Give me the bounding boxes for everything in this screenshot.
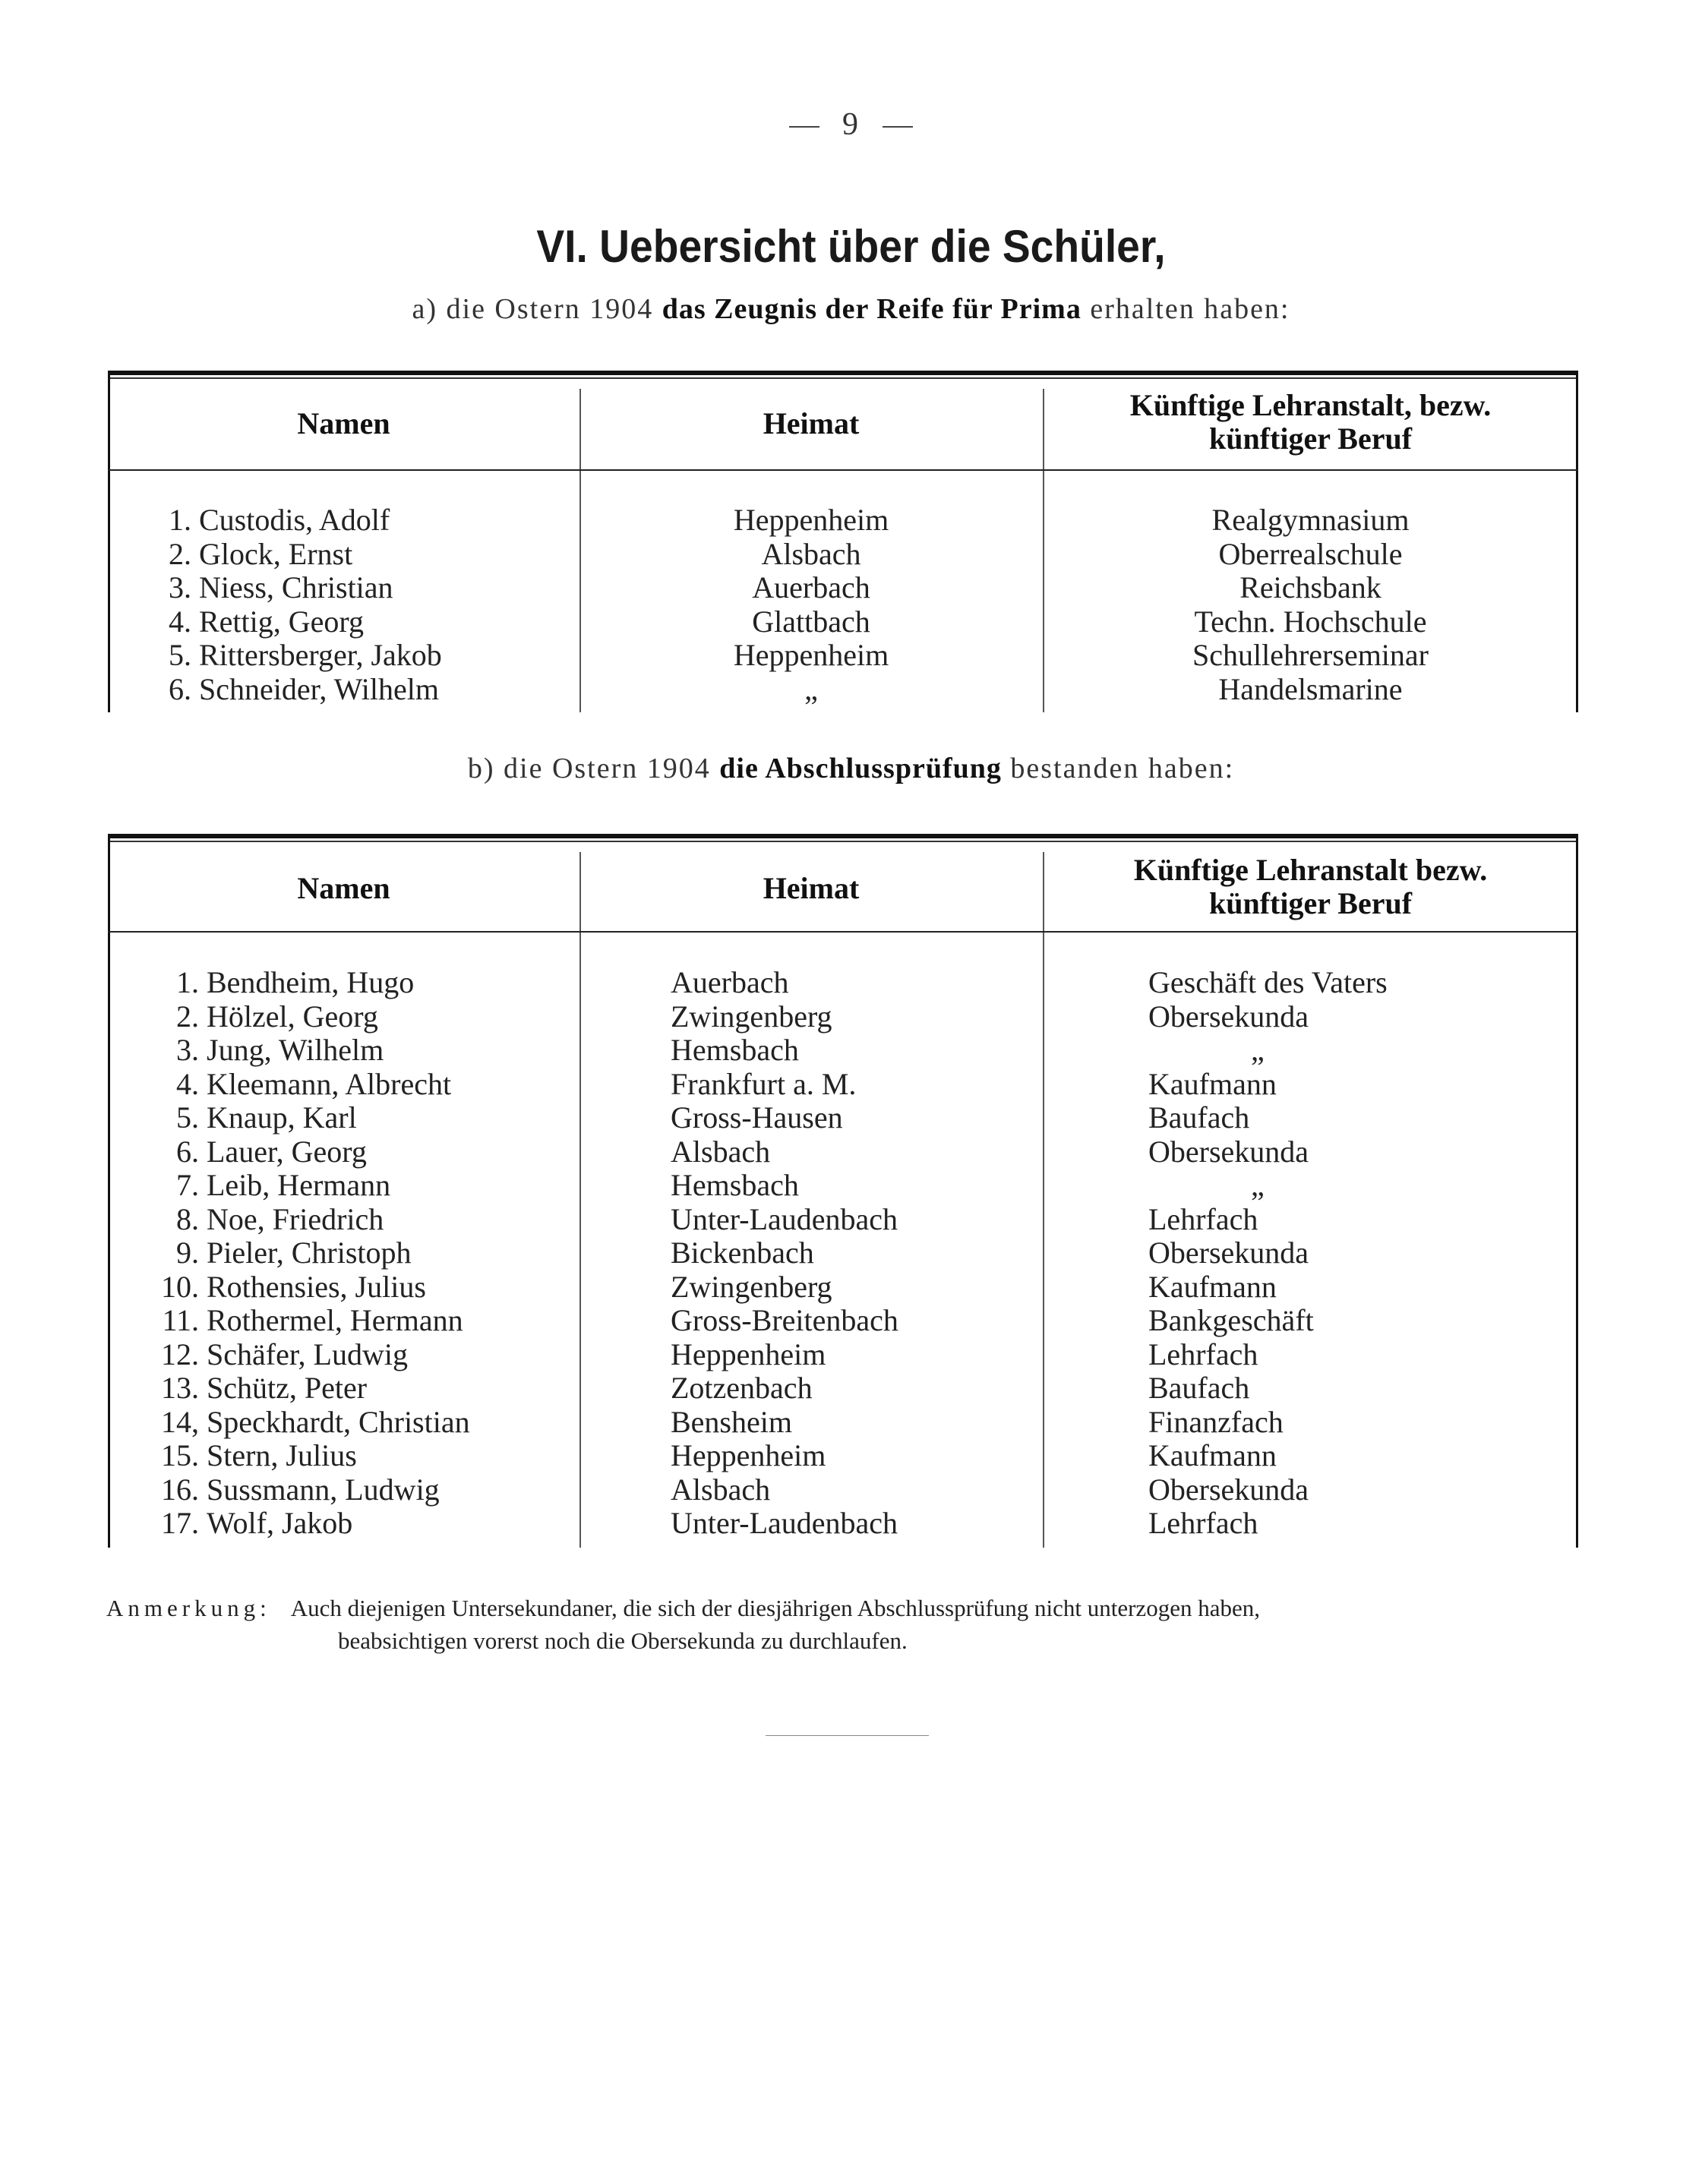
table-b-right-border bbox=[1576, 834, 1578, 1548]
table-row-heimat: Frankfurt a. M. bbox=[671, 1066, 857, 1101]
table-a-top-rule-thin bbox=[108, 377, 1578, 379]
table-row-name: Jung, Wilhelm bbox=[207, 1033, 384, 1067]
table-row-num: 9. bbox=[176, 1236, 199, 1270]
table-row-heimat: Alsbach bbox=[671, 1472, 771, 1507]
table-b-left-border bbox=[108, 834, 110, 1548]
table-row-beruf: Obersekunda bbox=[1148, 1472, 1309, 1507]
table-row-beruf: Schullehrerseminar bbox=[1192, 638, 1429, 672]
subtitle-a-bold: das Zeugnis der Reife für Prima bbox=[662, 293, 1082, 325]
table-row-num: 1. bbox=[169, 503, 191, 537]
table-row-beruf: Handelsmarine bbox=[1218, 671, 1403, 706]
table-row-name: Bendheim, Hugo bbox=[207, 965, 415, 999]
table-row-heimat: Bickenbach bbox=[671, 1236, 814, 1270]
table-row-heimat: Auerbach bbox=[752, 570, 870, 604]
table-row-name: Rettig, Georg bbox=[199, 604, 365, 639]
footnote-label: Anmerkung: bbox=[106, 1595, 271, 1621]
table-row-beruf: Obersekunda bbox=[1148, 1236, 1309, 1270]
table-row-name: Rittersberger, Jakob bbox=[199, 638, 442, 672]
table-b-top-rule-thin bbox=[108, 841, 1578, 842]
table-a-header-rule bbox=[108, 469, 1578, 471]
table-row-num: 17. bbox=[161, 1506, 199, 1540]
subtitle-a-pre: a) die Ostern 1904 bbox=[412, 293, 654, 325]
table-row-name: Leib, Hermann bbox=[207, 1168, 391, 1202]
table-row-name: Rothermel, Hermann bbox=[207, 1303, 463, 1337]
subtitle-a-post: erhalten haben: bbox=[1090, 293, 1290, 325]
table-row-name: Sussmann, Ludwig bbox=[207, 1472, 440, 1507]
table-row-num: 14, bbox=[161, 1404, 199, 1439]
table-row-name: Schneider, Wilhelm bbox=[199, 671, 439, 706]
subtitle-b-pre: b) die Ostern 1904 bbox=[467, 753, 711, 784]
table-row-name: Kleemann, Albrecht bbox=[207, 1066, 452, 1101]
table-a-header-heimat: Heimat bbox=[763, 406, 860, 440]
table-row-heimat: Alsbach bbox=[671, 1134, 771, 1169]
table-b bbox=[108, 834, 1578, 1548]
table-row-beruf: „ bbox=[1251, 1168, 1265, 1202]
table-row-num: 16. bbox=[161, 1472, 199, 1507]
footnote bbox=[106, 1592, 1610, 1657]
end-divider bbox=[766, 1735, 929, 1736]
table-row-num: 11. bbox=[162, 1303, 199, 1337]
table-row-name: Niess, Christian bbox=[199, 570, 393, 604]
dash-left bbox=[789, 126, 819, 128]
table-row-heimat: Bensheim bbox=[671, 1404, 792, 1439]
table-b-divider-2 bbox=[1043, 852, 1044, 1548]
table-row-heimat: Heppenheim bbox=[671, 1438, 826, 1472]
table-row-heimat: Zwingenberg bbox=[671, 1269, 832, 1304]
table-b-header-beruf bbox=[1043, 854, 1578, 920]
subtitle-b-bold: die Abschlussprüfung bbox=[719, 753, 1002, 784]
table-row-name: Speckhardt, Christian bbox=[207, 1404, 470, 1439]
table-a bbox=[108, 371, 1578, 712]
table-row-beruf: Techn. Hochschule bbox=[1194, 604, 1427, 639]
table-row-name: Schütz, Peter bbox=[207, 1371, 368, 1405]
table-row-beruf: Oberrealschule bbox=[1218, 536, 1403, 571]
table-row-heimat: Gross-Hausen bbox=[671, 1100, 843, 1135]
subtitle-a bbox=[0, 292, 1702, 326]
table-b-col-name bbox=[207, 966, 470, 1541]
table-row-num: 12. bbox=[161, 1337, 199, 1371]
table-b-divider-1 bbox=[579, 852, 581, 1548]
table-a-col-num bbox=[138, 503, 191, 706]
table-row-heimat: Heppenheim bbox=[733, 638, 889, 672]
table-row-name: Wolf, Jakob bbox=[207, 1506, 353, 1540]
table-row-num: 6. bbox=[169, 671, 191, 706]
table-a-header-beruf bbox=[1043, 389, 1578, 456]
dash-right bbox=[883, 126, 913, 128]
footnote-text-1: Auch diejenigen Untersekundaner, die sich der diesjährigen Abschlussprüfung nicht unterzogen haben, bbox=[290, 1595, 1260, 1621]
table-row-num: 1. bbox=[176, 965, 199, 999]
table-row-beruf: Lehrfach bbox=[1148, 1337, 1258, 1371]
table-b-col-num bbox=[138, 966, 199, 1541]
subtitle-b bbox=[0, 752, 1702, 785]
table-b-header-beruf-line2: künftiger Beruf bbox=[1208, 886, 1413, 920]
page-number bbox=[0, 106, 1702, 143]
table-row-name: Hölzel, Georg bbox=[207, 999, 378, 1034]
table-row-heimat: Hemsbach bbox=[671, 1033, 799, 1067]
table-row-name: Pieler, Christoph bbox=[207, 1236, 412, 1270]
table-row-name: Stern, Julius bbox=[207, 1438, 357, 1472]
table-row-heimat: Glattbach bbox=[752, 604, 870, 639]
table-b-header-namen: Namen bbox=[297, 871, 390, 905]
table-row-beruf: Kaufmann bbox=[1148, 1066, 1277, 1101]
table-row-num: 13. bbox=[161, 1371, 199, 1405]
footnote-line-2: beabsichtigen vorerst noch die Obersekunda zu durchlaufen. bbox=[338, 1627, 908, 1654]
table-row-beruf: Finanzfach bbox=[1148, 1404, 1284, 1439]
table-row-num: 4. bbox=[169, 604, 191, 639]
table-row-num: 8. bbox=[176, 1201, 199, 1236]
table-a-header-namen: Namen bbox=[297, 406, 390, 440]
table-row-num: 15. bbox=[161, 1438, 199, 1472]
table-row-name: Noe, Friedrich bbox=[207, 1201, 384, 1236]
table-row-name: Rothensies, Julius bbox=[207, 1269, 426, 1304]
table-row-beruf: Baufach bbox=[1148, 1100, 1250, 1135]
footnote-line-1 bbox=[106, 1592, 1610, 1624]
table-row-name: Custodis, Adolf bbox=[199, 503, 390, 537]
table-row-num: 5. bbox=[176, 1100, 199, 1135]
table-row-beruf: Kaufmann bbox=[1148, 1438, 1277, 1472]
table-row-heimat: Zwingenberg bbox=[671, 999, 832, 1034]
table-b-top-rule bbox=[108, 834, 1578, 838]
table-row-name: Knaup, Karl bbox=[207, 1100, 357, 1135]
table-row-heimat: „ bbox=[804, 671, 818, 706]
table-row-heimat: Gross-Breitenbach bbox=[671, 1303, 898, 1337]
table-row-num: 2. bbox=[169, 536, 191, 571]
table-row-beruf: Geschäft des Vaters bbox=[1148, 965, 1388, 999]
table-row-num: 4. bbox=[176, 1066, 199, 1101]
table-b-col-heimat bbox=[671, 966, 898, 1541]
table-row-beruf: Bankgeschäft bbox=[1148, 1303, 1314, 1337]
table-row-heimat: Heppenheim bbox=[733, 503, 889, 537]
table-b-header-rule bbox=[108, 931, 1578, 933]
table-row-heimat: Unter-Laudenbach bbox=[671, 1506, 898, 1540]
table-row-num: 3. bbox=[169, 570, 191, 604]
table-b-header-heimat: Heimat bbox=[763, 871, 860, 905]
table-b-header-beruf-line1: Künftige Lehranstalt bezw. bbox=[1133, 853, 1488, 887]
table-row-beruf: Lehrfach bbox=[1148, 1506, 1258, 1540]
table-row-beruf: Baufach bbox=[1148, 1371, 1250, 1405]
subtitle-b-post: bestanden haben: bbox=[1010, 753, 1235, 784]
table-row-num: 5. bbox=[169, 638, 191, 672]
table-row-heimat: Hemsbach bbox=[671, 1168, 799, 1202]
table-row-beruf: „ bbox=[1251, 1033, 1265, 1067]
table-row-heimat: Auerbach bbox=[671, 965, 789, 999]
table-row-num: 10. bbox=[161, 1269, 199, 1304]
table-a-col-heimat bbox=[579, 503, 1043, 706]
table-a-top-rule bbox=[108, 371, 1578, 375]
table-row-beruf: Reichsbank bbox=[1239, 570, 1381, 604]
page-number-text: 9 bbox=[842, 107, 860, 142]
table-row-name: Schäfer, Ludwig bbox=[207, 1337, 408, 1371]
table-row-beruf: Realgymnasium bbox=[1211, 503, 1410, 537]
table-row-num: 7. bbox=[176, 1168, 199, 1202]
table-row-heimat: Unter-Laudenbach bbox=[671, 1201, 898, 1236]
table-a-col-name bbox=[199, 503, 442, 706]
table-row-heimat: Zotzenbach bbox=[671, 1371, 813, 1405]
section-title: VI. Uebersicht über die Schüler, bbox=[536, 221, 1166, 272]
table-row-num: 2. bbox=[176, 999, 199, 1034]
table-row-name: Lauer, Georg bbox=[207, 1134, 367, 1169]
table-row-beruf: Lehrfach bbox=[1148, 1201, 1258, 1236]
table-row-beruf: Obersekunda bbox=[1148, 1134, 1309, 1169]
table-b-col-beruf bbox=[1148, 966, 1388, 1541]
table-row-name: Glock, Ernst bbox=[199, 536, 353, 571]
table-row-heimat: Alsbach bbox=[761, 536, 861, 571]
table-a-header-beruf-line2: künftiger Beruf bbox=[1208, 421, 1413, 456]
table-row-num: 3. bbox=[176, 1033, 199, 1067]
table-row-beruf: Obersekunda bbox=[1148, 999, 1309, 1034]
table-a-header-beruf-line1: Künftige Lehranstalt, bezw. bbox=[1129, 388, 1492, 422]
table-a-col-beruf bbox=[1043, 503, 1578, 706]
table-row-beruf: Kaufmann bbox=[1148, 1269, 1277, 1304]
table-row-heimat: Heppenheim bbox=[671, 1337, 826, 1371]
table-row-num: 6. bbox=[176, 1134, 199, 1169]
